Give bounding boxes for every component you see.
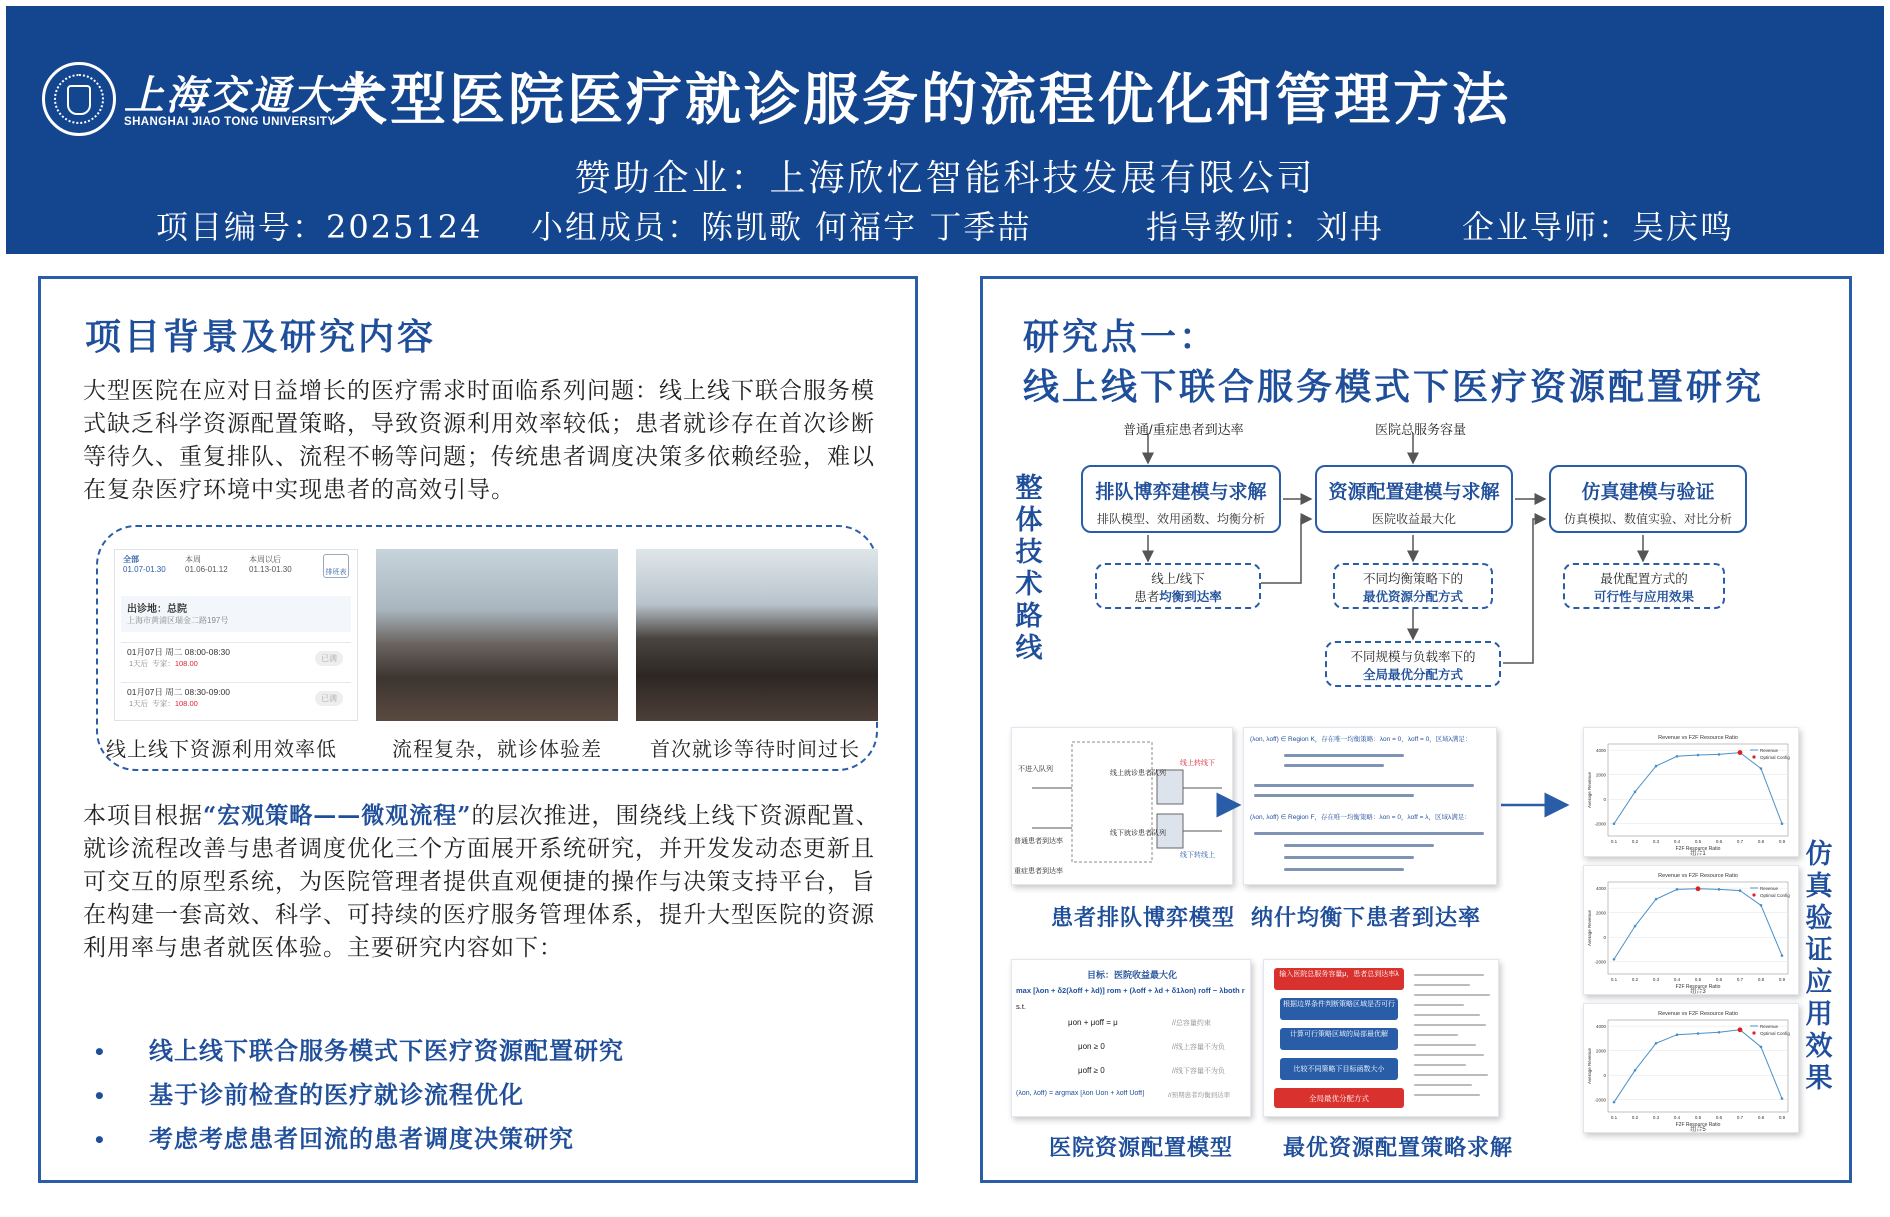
- revenue-chart-svg: [1584, 1004, 1799, 1133]
- x-tick-label: 0.8: [1757, 977, 1765, 982]
- flow-box-simulation: 仿真建模与验证 仿真模拟、数值实验、对比分析: [1549, 465, 1747, 533]
- route-vertical-label: 整体技术路线: [1015, 473, 1043, 664]
- step-compare: 比较不同策略下目标函数大小: [1280, 1058, 1398, 1080]
- flow-box-resource-allocation: 资源配置建模与求解 医院收益最大化: [1315, 465, 1513, 533]
- x-tick-label: 0.9: [1778, 839, 1786, 844]
- x-tick-label: 0.7: [1736, 1115, 1744, 1120]
- revenue-point: [1718, 1031, 1721, 1034]
- x-tick-label: 0.7: [1736, 839, 1744, 844]
- input-arrival-rate: 普通/重症患者到达率: [1123, 422, 1244, 437]
- revenue-point: [1613, 1101, 1616, 1104]
- legend-optimal-swatch: [1752, 755, 1755, 758]
- revenue-point: [1655, 898, 1658, 901]
- y-tick-label: 2000: [1595, 910, 1606, 916]
- x-tick-label: 0.8: [1757, 1115, 1765, 1120]
- x-tick-label: 0.5: [1694, 977, 1702, 982]
- revenue-point: [1634, 791, 1637, 794]
- revenue-point: [1676, 1033, 1679, 1036]
- advisor: 指导教师：刘冉: [1146, 208, 1385, 246]
- y-tick-label: 0: [1603, 1073, 1606, 1079]
- x-tick-label: 0.6: [1715, 1115, 1723, 1120]
- background-section-title: 项目背景及研究内容: [85, 316, 437, 358]
- research-item-1: • 线上线下联合服务模式下医疗资源配置研究: [93, 1036, 624, 1065]
- chart-group-label: 组合1: [1690, 851, 1706, 857]
- chart-group-label: 组合5: [1690, 1127, 1706, 1133]
- poster-header: [6, 6, 1884, 254]
- waiting-crowd-photo: [636, 549, 878, 721]
- y-tick-label: 2000: [1595, 772, 1606, 778]
- y-tick-label: 4000: [1595, 886, 1606, 892]
- x-tick-label: 0.4: [1673, 977, 1681, 982]
- revenue-series-line: [1614, 753, 1782, 824]
- revenue-point: [1676, 755, 1679, 758]
- university-seal-icon: [42, 62, 116, 136]
- university-name-en: SHANGHAI JIAO TONG UNIVERSITY: [124, 116, 336, 128]
- legend-revenue: Revenue: [1760, 748, 1779, 753]
- x-tick-label: 0.5: [1694, 1115, 1702, 1120]
- revenue-chart-2: [1583, 865, 1799, 995]
- revenue-point: [1613, 958, 1616, 961]
- y-tick-label: -2000: [1594, 959, 1606, 965]
- revenue-point: [1718, 888, 1721, 891]
- output-global-optimal: 不同规模与负载率下的 全局最优分配方式: [1325, 641, 1501, 687]
- legend-optimal: Optimal Config: [1760, 1031, 1790, 1036]
- revenue-point: [1676, 888, 1679, 891]
- legend-optimal: Optimal Config: [1760, 755, 1790, 760]
- input-service-capacity: 医院总服务容量: [1375, 422, 1467, 437]
- caption-solution-steps: 最优资源配置策略求解: [1283, 1135, 1514, 1161]
- x-tick-label: 0.9: [1778, 1115, 1786, 1120]
- legend-revenue: Revenue: [1760, 1024, 1779, 1029]
- revenue-chart-svg: [1584, 728, 1799, 857]
- x-tick-label: 0.3: [1652, 839, 1660, 844]
- revenue-point: [1634, 1069, 1637, 1072]
- optimal-point: [1738, 750, 1743, 755]
- photo-caption-2: 流程复杂，就诊体验差: [392, 737, 602, 761]
- x-tick-label: 0.3: [1652, 1115, 1660, 1120]
- legend-revenue: Revenue: [1760, 886, 1779, 891]
- step-local-optimum: 计算可行策略区域的局部最优解: [1280, 1028, 1398, 1050]
- validation-vertical-label: 仿真验证应用效果: [1805, 839, 1833, 1094]
- flow-box-queue-game: 排队博弈建模与求解 排队模型、效用函数、均衡分析: [1081, 465, 1281, 533]
- revenue-chart-3: [1583, 1003, 1799, 1133]
- y-axis-label: Average Revenue: [1587, 772, 1592, 808]
- equilibrium-figure: (λon, λoff) ∈ Region K，存在唯一均衡策略：λon = 0，λoff = 0，区域λ满足： (λon, λoff) ∈ Region F，存在唯一均衡策略：λon = 0，λoff = λ，区域λ满足：: [1243, 727, 1497, 885]
- caption-resource-model: 医院资源配置模型: [1049, 1135, 1234, 1161]
- revenue-series-line: [1614, 1030, 1782, 1102]
- y-axis-label: Average Revenue: [1587, 910, 1592, 946]
- x-tick-label: 0.5: [1694, 839, 1702, 844]
- caption-queue-model: 患者排队博弈模型: [1051, 905, 1236, 931]
- project-number: 项目编号：2025124: [156, 208, 483, 246]
- research-point-label: 研究点一：: [1023, 316, 1219, 358]
- legend-optimal: Optimal Config: [1760, 893, 1790, 898]
- x-tick-label: 0.8: [1757, 839, 1765, 844]
- x-tick-label: 0.6: [1715, 977, 1723, 982]
- y-tick-label: 0: [1603, 797, 1606, 803]
- x-tick-label: 0.4: [1673, 839, 1681, 844]
- chart-group-label: 组合3: [1690, 989, 1706, 995]
- y-tick-label: 4000: [1595, 748, 1606, 754]
- optimal-point: [1738, 1027, 1743, 1032]
- revenue-series-line: [1614, 889, 1782, 960]
- research-point-panel: [980, 276, 1852, 1183]
- y-tick-label: -2000: [1594, 821, 1606, 827]
- x-tick-label: 0.2: [1631, 977, 1639, 982]
- caption-equilibrium: 纳什均衡下患者到达率: [1251, 905, 1482, 931]
- y-tick-label: -2000: [1594, 1097, 1606, 1103]
- research-item-2: • 基于诊前检查的医疗就诊流程优化: [93, 1080, 524, 1109]
- revenue-point: [1760, 1046, 1763, 1049]
- university-name-cn: 上海交通大学: [124, 72, 376, 119]
- background-panel: [38, 276, 918, 1183]
- photo-caption-3: 首次就诊等待时间过长: [650, 737, 860, 761]
- sponsor-line: 赞助企业：上海欣忆智能科技发展有限公司: [574, 158, 1316, 199]
- x-tick-label: 0.3: [1652, 977, 1660, 982]
- revenue-point: [1781, 1097, 1784, 1100]
- step-input: 输入医院总服务容量μ，患者总到达率λ: [1274, 968, 1404, 990]
- step-boundary: 根据边界条件判断策略区域是否可行: [1280, 998, 1398, 1020]
- output-optimal-allocation: 不同均衡策略下的 最优资源分配方式: [1333, 563, 1493, 609]
- x-axis-label: F2F Resource Ratio: [1675, 846, 1721, 852]
- research-overview: 本项目根据“宏观策略——微观流程”的层次推进，围绕线上线下资源配置、就诊流程改善与患者调度优化三个方面展开系统研究，并开发发动态更新且可交互的原型系统，为医院管理者提供直观便捷的操作与决策支持平台，旨在构建一套高效、科学、可持续的医疗服务管理体系，提升大型医院的资源利用率与患者就医体验。主要研究内容如下：: [83, 802, 880, 961]
- step-global-optimum: 全局最优分配方式: [1274, 1088, 1404, 1108]
- crowded-lobby-photo: [376, 549, 618, 721]
- chart-title: Revenue vs F2F Resource Ratio: [1658, 873, 1738, 879]
- x-tick-label: 0.9: [1778, 977, 1786, 982]
- x-axis-label: F2F Resource Ratio: [1675, 984, 1721, 990]
- x-tick-label: 0.1: [1610, 1115, 1618, 1120]
- schedule-button[interactable]: 排班表: [323, 554, 349, 578]
- chart-title: Revenue vs F2F Resource Ratio: [1658, 1011, 1738, 1017]
- revenue-point: [1655, 1042, 1658, 1045]
- output-equilibrium-rate: 线上/线下 患者均衡到达率: [1095, 563, 1261, 609]
- revenue-point: [1697, 754, 1700, 757]
- y-tick-label: 2000: [1595, 1048, 1606, 1054]
- y-tick-label: 0: [1603, 935, 1606, 941]
- x-tick-label: 0.2: [1631, 1115, 1639, 1120]
- revenue-point: [1739, 889, 1742, 892]
- revenue-point: [1760, 904, 1763, 907]
- x-tick-label: 0.2: [1631, 839, 1639, 844]
- resource-model-figure: 目标：医院收益最大化 max [λon + δ2(λoff + λd)] rom + (λoff + λd + δ1λon) roff − λboth r s.t. μon + μoff = μ //总容量约束 μon ≥ 0 //线上容量不为负 μoff ≥ 0 //线下容量不为负 (λon, λoff) = argmax [λon Uon + λoff Uoff] //预期患者均衡到达率: [1011, 959, 1251, 1117]
- revenue-point: [1634, 925, 1637, 928]
- problem-photos-frame: [96, 525, 878, 771]
- background-intro: 大型医院在应对日益增长的医疗需求时面临系列问题：线上线下联合服务模式缺乏科学资源配置策略，导致资源利用效率较低；患者就诊存在首次诊断等待久、重复排队、流程不畅等问题；传统患者调度决策多依赖经验，难以在复杂医疗环境中实现患者的高效引导。: [83, 378, 875, 503]
- x-tick-label: 0.4: [1673, 1115, 1681, 1120]
- revenue-point: [1781, 954, 1784, 957]
- x-axis-label: F2F Resource Ratio: [1675, 1122, 1721, 1128]
- team-members: 小组成员：陈凯歌 何福宇 丁季喆: [531, 208, 1032, 246]
- research-point-title: 线上线下联合服务模式下医疗资源配置研究: [1023, 366, 1765, 408]
- revenue-point: [1760, 767, 1763, 770]
- revenue-point: [1718, 753, 1721, 756]
- y-axis-label: Average Revenue: [1587, 1048, 1592, 1084]
- x-tick-label: 0.6: [1715, 839, 1723, 844]
- appointment-app-screenshot: 全部 01.07-01.30 本周 01.06-01.12 本周以后 01.13-01.30 排班表 出诊地：总院 上海市黄浦区瑞金二路197号 01月07日 周二 08:00-08:30 1天后 专家：108.00 已满 01月07日 周二 08:30-09:00 1天后 专家：108.00 已满: [114, 549, 358, 721]
- revenue-point: [1655, 765, 1658, 768]
- enterprise-mentor: 企业导师：吴庆鸣: [1462, 208, 1735, 246]
- x-tick-label: 0.1: [1610, 839, 1618, 844]
- revenue-point: [1613, 822, 1616, 825]
- optimal-point: [1696, 886, 1701, 891]
- y-tick-label: 4000: [1595, 1024, 1606, 1030]
- revenue-point: [1781, 822, 1784, 825]
- photo-caption-1: 线上线下资源利用效率低: [106, 737, 337, 761]
- x-tick-label: 0.1: [1610, 977, 1618, 982]
- chart-title: Revenue vs F2F Resource Ratio: [1658, 735, 1738, 741]
- poster-title: 大型医院医疗就诊服务的流程优化和管理方法: [331, 67, 1511, 133]
- queue-model-figure: 不进入队列 线上就诊患者队列 线下就诊患者队列 普通患者到达率 重症患者到达率 线上转线下 线下转线上: [1011, 727, 1233, 885]
- revenue-chart-svg: [1584, 866, 1799, 995]
- legend-optimal-swatch: [1752, 1031, 1755, 1034]
- research-item-3: • 考虑考虑患者回流的患者调度决策研究: [93, 1124, 574, 1153]
- output-feasibility: 最优配置方式的 可行性与应用效果: [1563, 563, 1725, 609]
- x-tick-label: 0.7: [1736, 977, 1744, 982]
- revenue-chart-1: [1583, 727, 1799, 857]
- legend-optimal-swatch: [1752, 893, 1755, 896]
- revenue-point: [1697, 1032, 1700, 1035]
